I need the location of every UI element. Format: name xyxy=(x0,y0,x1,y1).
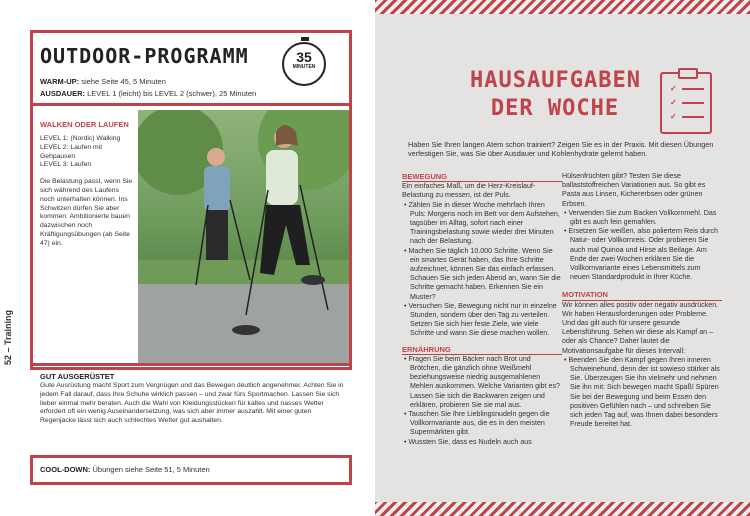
warmup-line: WARM-UP: siehe Seite 45, 5 Minuten xyxy=(40,77,166,86)
ernaehrung-item: • Wussten Sie, dass es Nudeln auch aus xyxy=(404,437,532,446)
walk-level-1: LEVEL 1: (Nordic) Walking xyxy=(40,135,121,142)
col2-item: • Verwenden Sie zum Backen Vollkornmehl. Das gibt es auch fein gemahlen. xyxy=(564,208,717,227)
intro-text: Haben Sie Ihren langen Atem schon trainiert? Zeigen Sie es in der Praxis. Mit diesen Übungen verfestigen Sie, was Sie über Ausdauer und Kohlenhydrate gelernt haben. xyxy=(408,140,714,159)
gear-title: GUT AUSGERÜSTET xyxy=(40,372,115,381)
column-left xyxy=(402,168,562,447)
cooldown-line: COOL-DOWN: Übungen siehe Seite 51, 5 Minuten xyxy=(40,465,210,474)
bewegung-intro: Ein einfaches Maß, um die Herz-Kreislauf-Belastung zu messen, ist der Puls. xyxy=(402,182,536,200)
timer-icon xyxy=(282,42,326,86)
bewegung-heading: BEWEGUNG xyxy=(402,172,562,182)
endurance-line: AUSDAUER: LEVEL 1 (leicht) bis LEVEL 2 (schwer), 25 Minuten xyxy=(40,89,257,98)
timer-number: 35 xyxy=(296,49,312,65)
walk-section xyxy=(40,120,134,249)
walk-level-2: LEVEL 2: Laufen mit Gehpausen xyxy=(40,143,103,160)
clipboard-checklist-icon: ✓ ✓ ✓ xyxy=(660,72,712,134)
ernaehrung-item: • Tauschen Sie Ihre Lieblingsnudeln gegen die Vollkornvariante aus, die es in den meisten Supermärkten gibt. xyxy=(404,410,550,437)
motivation-intro: Wir können alles positiv oder negativ ausdrücken. Wir haben Herausforderungen oder Probleme. Und das gilt auch für unsere gesunde Lebensführung. Sehen wir diese als Kampf an – oder als Chance? Daher lautet die Motivationsaufgabe für dieses Intervall: xyxy=(562,300,719,355)
motivation-heading: MOTIVATION xyxy=(562,290,722,300)
divider xyxy=(30,363,352,366)
column-right xyxy=(562,172,722,429)
col2-item: • Ersetzen Sie weißen, also poliertern Reis durch Natur- oder Vollkornreis. Oder probieren Sie auch mal Quinoa und Hirse als Beilage. Am Ende der zwei Wochen erklären Sie die Vollkornvariante eines Lebensmittels zum neuen Standardprodukt in Ihrer Küche. xyxy=(564,227,718,282)
walking-photo xyxy=(138,110,349,363)
walk-title: WALKEN ODER LAUFEN xyxy=(40,120,129,129)
motivation-item: • Beenden Sie den Kampf gegen Ihren inneren Schweinehund, denn der ist sowieso stärker als Sie. Überzeugen Sie ihn vielmehr und nehmen Sie ihn mit: Sich bewegen macht Spaß! Spüren Sie bei der Bewegung und beim Essen den positiven Gefühlen nach – und schreiben Sie sich jeden Tag auf, was Ihnen dabei besonders Freude bereitet hat. xyxy=(564,355,720,429)
timer-unit: MINUTEN xyxy=(292,64,316,70)
walk-text: Die Belastung passt, wenn Sie sich während des Laufens noch unterhalten können. Ins Schwitzen dürfen Sie aber kommen. Ambitionierte bauen dazwischen noch Kräftigungsübungen (ab Seite 47) ein. xyxy=(40,178,133,247)
walk-level-3: LEVEL 3: Laufen xyxy=(40,161,92,169)
stripe-border-top xyxy=(375,0,750,14)
bewegung-item: • Versuchen Sie, Bewegung nicht nur in einzelne Stunden, sondern über den Tag zu verteilen. Setzen Sie sich hier feste Ziele, wie viele Schritte und wann Sie diese machen wollen. xyxy=(404,301,557,338)
gear-section xyxy=(40,372,345,426)
page-title: OUTDOOR-PROGRAMM xyxy=(40,44,249,68)
column-right-intro: Hülsenfrüchten gibt? Testen Sie diese ballaststoffreichen Variationen aus. So gibt es Pasta aus Linsen, Kichererbsen oder grünen Erbsen. xyxy=(562,172,706,208)
ernaehrung-heading: ERNÄHRUNG xyxy=(402,345,562,355)
bewegung-item: • Zählen Sie in dieser Woche mehrfach Ihren Puls: Morgens noch im Bett vor dem Aufstehen, tagsüber im Alltag, sofort nach einer Trainingsbelastung sowie wieder drei Minuten nach der Belastung. xyxy=(404,200,560,246)
bewegung-item: • Machen Sie täglich 10.000 Schritte. Wenn Sie ein smartes Gerät haben, das Ihre Schritte aufzeichnet, können Sie das einfach erfassen. Schauen Sie sich jeden Abend an, wann Sie die Schritte gemacht haben. Erkennen Sie ein Muster? xyxy=(404,246,561,301)
homework-title: HAUSAUFGABEN DER WOCHE xyxy=(470,68,641,121)
page-side-label: 52 – Training xyxy=(3,309,13,365)
divider xyxy=(30,103,352,106)
gear-text: Gute Ausrüstung macht Sport zum Vergnügen und das Bewegen deutlich angenehmer. Achten Sie in jedem Fall darauf, dass Ihre Schuhe wirklich passen – und zwar fürs Sportmachen. Lassen Sie sich lieber einmal mehr beraten. Auch die Wahl von Kleidungsstücken für kaltes und nasses Wetter erfordert oft ein wenig Auseinandersetzung, was sich aber immer auszahlt. Mit einer guten Regenjacke lässt sich auch schlechtes Wetter gut aushalten. xyxy=(40,382,344,425)
stripe-border-bottom xyxy=(375,502,750,516)
ernaehrung-item: • Fragen Sie beim Bäcker nach Brot und Brötchen, die gänzlich ohne Weißmehl beziehungsweise niedrig ausgemahlenen Mehlen auskommen. Welche Varianten gibt es? Lassen Sie sich die Backwaren zeigen und erklären, probieren Sie sie mal aus. xyxy=(404,354,560,409)
